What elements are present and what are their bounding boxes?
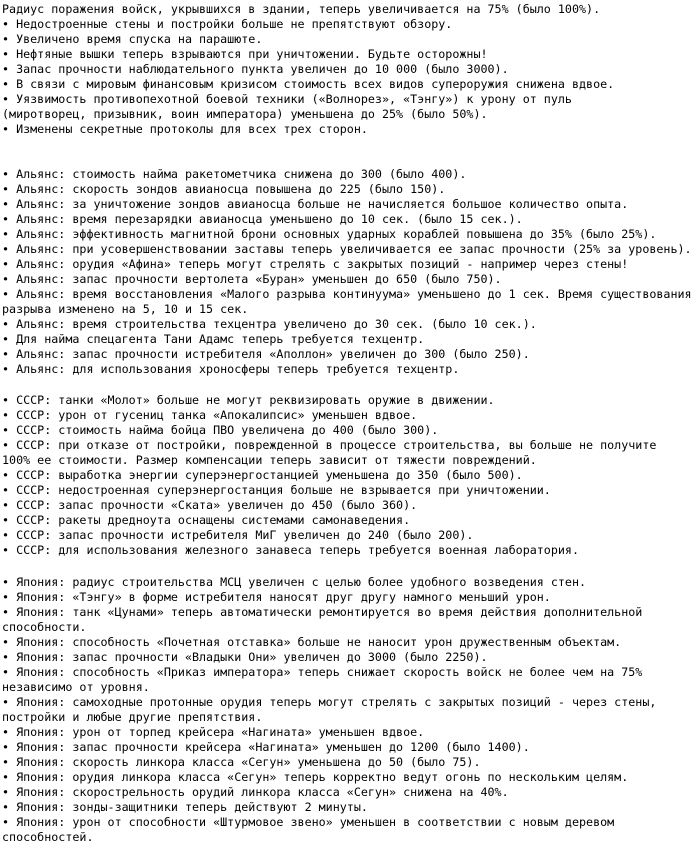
text-line: • Япония: запас прочности «Владыки Они» увеличен до 3000 (было 2250). <box>2 650 488 664</box>
text-line: • СССР: запас прочности «Ската» увеличен до 450 (было 360). <box>2 498 418 512</box>
text-line: независимо от уровня. <box>2 680 150 694</box>
text-line: • Альянс: за уничтожение зондов авианосца больше не начисляется большое количество опыта. <box>2 197 629 211</box>
text-line: постройки и любые другие препятствия. <box>2 710 263 724</box>
text-line: • Япония: урон от способности «Штурмовое звено» уменьшен в соответствии с новым деревом <box>2 815 615 829</box>
text-line: 100% ее стоимости. Размер компенсации теперь зависит от тяжести повреждений. <box>2 453 537 467</box>
text-line: • Альянс: скорость зондов авианосца повышена до 225 (было 150). <box>2 182 446 196</box>
text-line: • Альянс: время перезарядки авианосца уменьшено до 10 сек. (было 15 сек.). <box>2 212 523 226</box>
text-line: • Япония: зонды-защитники теперь действуют 2 минуты. <box>2 800 368 814</box>
text-line: способностей. <box>2 830 94 844</box>
text-line: • В связи с мировым финансовым кризисом стоимость всех видов супероружия снижена вдвое. <box>2 77 615 91</box>
text-line: • Япония: способность «Почетная отставка» больше не наносит урон дружественным объектам. <box>2 635 622 649</box>
section-general <box>2 2 698 137</box>
text-line: • Япония: «Тэнгу» в форме истребителя наносят друг другу намного меньший урон. <box>2 590 551 604</box>
text-line: • Япония: скорость линкора класса «Сегун» уменьшена до 50 (было 75). <box>2 755 481 769</box>
section-japan <box>2 575 698 845</box>
text-line: • Япония: запас прочности крейсера «Нагината» уменьшен до 1200 (было 1400). <box>2 740 530 754</box>
text-line: • СССР: выработка энергии суперэнергостанцией уменьшена до 350 (было 500). <box>2 468 523 482</box>
text-line: • Уязвимость противопехотной боевой техники («Волнорез», «Тэнгу») к урону от пуль <box>2 92 572 106</box>
text-line: • Увеличено время спуска на парашюте. <box>2 32 263 46</box>
text-line: • СССР: запас прочности истребителя МиГ увеличен до 240 (было 200). <box>2 528 474 542</box>
text-line: • Запас прочности наблюдательного пункта увеличен до 10 000 (было 3000). <box>2 62 509 76</box>
text-line: • Япония: способность «Приказ императора» теперь снижает скорость войск не более чем на 75% <box>2 665 643 679</box>
text-line: • Япония: урон от торпед крейсера «Нагината» уменьшен вдвое. <box>2 725 425 739</box>
section-allies <box>2 167 698 377</box>
text-line: • Недостроенные стены и постройки больше не препятствуют обзору. <box>2 17 453 31</box>
text-line: разрыва изменено на 5, 10 и 15 сек. <box>2 302 249 316</box>
text-line: • Альянс: время строительства техцентра увеличено до 30 сек. (было 10 сек.). <box>2 317 537 331</box>
text-line: • Япония: скорострельность орудий линкора класса «Сегун» снижена на 40%. <box>2 785 509 799</box>
text-line: • Япония: танк «Цунами» теперь автоматически ремонтируется во время действия дополнительной <box>2 605 643 619</box>
text-line: • Нефтяные вышки теперь взрываются при уничтожении. Будьте осторожны! <box>2 47 488 61</box>
text-line: (миротворец, призывник, воин императора) уменьшена до 25% (было 50%). <box>2 107 488 121</box>
text-line: • СССР: стоимость найма бойца ПВО увеличена до 400 (было 300). <box>2 423 439 437</box>
text-line: • Для найма спецагента Тани Адамс теперь требуется техцентр. <box>2 332 425 346</box>
text-line: • Альянс: стоимость найма ракетометчика снижена до 300 (было 400). <box>2 167 467 181</box>
text-line: Радиус поражения войск, укрывшихся в здании, теперь увеличивается на 75% (было 100%). <box>2 2 601 16</box>
text-line: • СССР: недостроенная суперэнергостанция больше не взрывается при уничтожении. <box>2 483 551 497</box>
text-line: • Япония: самоходные протонные орудия теперь могут стрелять с закрытых позиций - через стены, <box>2 695 657 709</box>
text-line: • Япония: орудия линкора класса «Сегун» теперь корректно ведут огонь по нескольким целям. <box>2 770 629 784</box>
text-line: • СССР: ракеты дредноута оснащены системами самонаведения. <box>2 513 411 527</box>
text-line: • Альянс: эффективность магнитной брони основных ударных кораблей повышена до 35% (было 25%). <box>2 227 657 241</box>
text-line: • Альянс: запас прочности вертолета «Буран» уменьшен до 650 (было 750). <box>2 272 502 286</box>
text-line: • Альянс: для использования хроносферы теперь требуется техцентр. <box>2 362 460 376</box>
text-line: • СССР: урон от гусениц танка «Апокалипсис» уменьшен вдвое. <box>2 408 418 422</box>
text-line: • СССР: при отказе от постройки, поврежденной в процессе строительства, вы больше не получите <box>2 438 657 452</box>
section-ussr <box>2 393 698 558</box>
text-line: • Альянс: при усовершенствовании заставы теперь увеличивается ее запас прочности (25% за уровень). <box>2 242 692 256</box>
text-line: • СССР: танки «Молот» больше не могут реквизировать оружие в движении. <box>2 393 495 407</box>
text-line: • Альянс: орудия «Афина» теперь могут стрелять с закрытых позиций - например через стены! <box>2 257 629 271</box>
text-line: • Изменены секретные протоколы для всех трех сторон. <box>2 122 368 136</box>
text-line: • Альянс: запас прочности истребителя «Аполлон» увеличен до 300 (было 250). <box>2 347 530 361</box>
text-line: • Япония: радиус строительства МСЦ увеличен с целью более удобного возведения стен. <box>2 575 587 589</box>
text-line: • Альянс: время восстановления «Малого разрыва континуума» уменьшено до 1 сек. Время существования <box>2 287 692 301</box>
text-line: • СССР: для использования железного занавеса теперь требуется военная лаборатория. <box>2 543 579 557</box>
text-line: способности. <box>2 620 87 634</box>
